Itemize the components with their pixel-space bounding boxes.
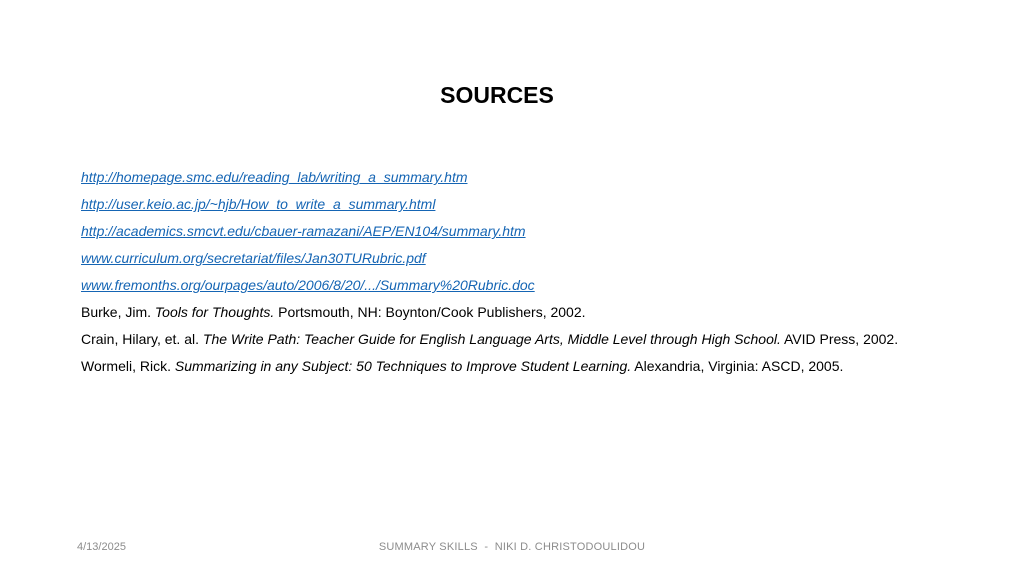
source-link-item — [81, 218, 1001, 245]
citation-item — [81, 353, 1001, 380]
source-link-item — [81, 164, 1001, 191]
source-link-item — [81, 272, 1001, 299]
source-link[interactable]: http://user.keio.ac.jp/~hjb/How_to_write_a_summary.html — [81, 196, 436, 212]
source-link[interactable]: http://homepage.smc.edu/reading_lab/writing_a_summary.htm — [81, 169, 468, 185]
source-link-item — [81, 191, 1001, 218]
source-link[interactable]: http://academics.smcvt.edu/cbauer-ramazani/AEP/EN104/summary.htm — [81, 223, 526, 239]
citation-item — [81, 326, 1001, 353]
citation-work: Tools for Thoughts. — [154, 304, 275, 320]
footer-text — [0, 541, 1024, 553]
source-link[interactable]: www.fremonths.org/ourpages/auto/2006/8/20/.../Summary%20Rubric.doc — [81, 277, 535, 293]
sources-list — [81, 164, 1001, 380]
footer-label: SUMMARY SKILLS - NIKI D. CHRISTODOULIDOU — [378, 541, 646, 553]
citation-author: Burke, Jim. — [81, 304, 152, 320]
citation-work: Summarizing in any Subject: 50 Techniques to Improve Student Learning. — [174, 358, 632, 374]
source-link-item — [81, 245, 1001, 272]
citation-work: The Write Path: Teacher Guide for English Language Arts, Middle Level through High School. — [202, 331, 781, 347]
citation-author: Wormeli, Rick. — [81, 358, 171, 374]
citation-item — [81, 299, 1001, 326]
slide-title: SOURCES — [440, 82, 554, 108]
citation-publication: Alexandria, Virginia: ASCD, 2005. — [634, 358, 844, 374]
citation-publication: AVID Press, 2002. — [783, 331, 899, 347]
source-link[interactable]: www.curriculum.org/secretariat/files/Jan30TURubric.pdf — [81, 250, 426, 266]
footer-date: 4/13/2025 — [77, 541, 126, 553]
citation-publication: Portsmouth, NH: Boynton/Cook Publishers, 2002. — [278, 304, 586, 320]
citation-author: Crain, Hilary, et. al. — [81, 331, 199, 347]
